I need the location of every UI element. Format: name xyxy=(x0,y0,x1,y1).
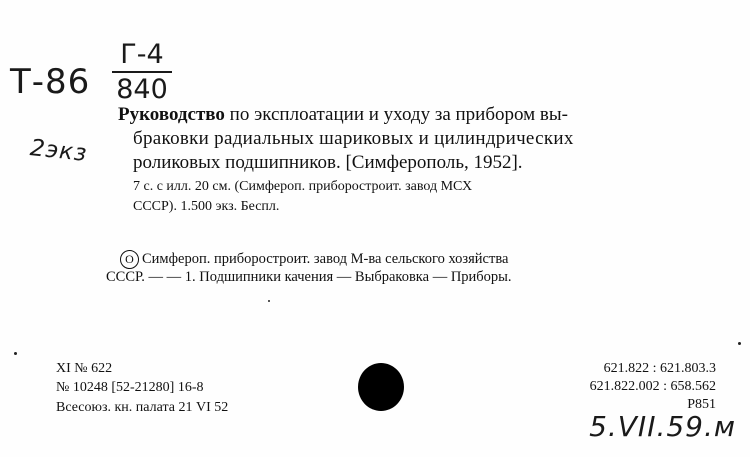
footer-left-line-1: XI № 622 xyxy=(56,361,113,376)
call-number-top: Г-4 xyxy=(120,39,164,70)
handwritten-copies-note: 2экз xyxy=(28,135,89,167)
handwritten-call-number xyxy=(112,40,172,105)
subject-headings: СССР. — — 1. Подшипники качения — Выбраковка — Приборы. xyxy=(106,269,512,285)
collation-line-2: СССР). 1.500 экз. Беспл. xyxy=(133,199,280,214)
title-line-3: роликовых подшипников. [Симферополь, 1952]. xyxy=(133,152,523,173)
card-punch-hole xyxy=(358,363,404,411)
title-main-word: Руководство xyxy=(118,104,225,125)
title-line-2: браковки радиальных шариковых и цилиндрических xyxy=(133,128,574,149)
footer-left-line-2: № 10248 [52-21280] 16-8 xyxy=(56,380,204,395)
collation-line-1: 7 с. с илл. 20 см. (Симфероп. приборостроит. завод МСХ xyxy=(133,179,473,194)
organization-line-1 xyxy=(120,250,508,269)
udc-line-1: 621.822 : 621.803.3 xyxy=(603,361,716,376)
fraction-bar xyxy=(112,71,172,73)
ink-speck xyxy=(268,300,270,302)
call-number-bottom: 840 xyxy=(116,74,168,105)
ink-speck xyxy=(738,342,741,345)
organization-symbol-icon: О xyxy=(120,250,139,269)
organization-text: Симфероп. приборостроит. завод М-ва сельского хозяйства xyxy=(142,250,509,267)
udc-line-2: 621.822.002 : 658.562 xyxy=(589,379,716,394)
handwritten-shelf-code: Т-86 xyxy=(10,62,91,102)
price-code: Р851 xyxy=(687,397,716,412)
handwritten-inventory-note: 5.VII.59.м xyxy=(589,410,736,443)
title-line-1 xyxy=(118,104,568,126)
title-rest: по эксплоатации и уходу за прибором вы- xyxy=(224,104,568,125)
ink-speck xyxy=(14,352,17,355)
footer-left-line-3: Всесоюз. кн. палата 21 VI 52 xyxy=(56,400,229,415)
